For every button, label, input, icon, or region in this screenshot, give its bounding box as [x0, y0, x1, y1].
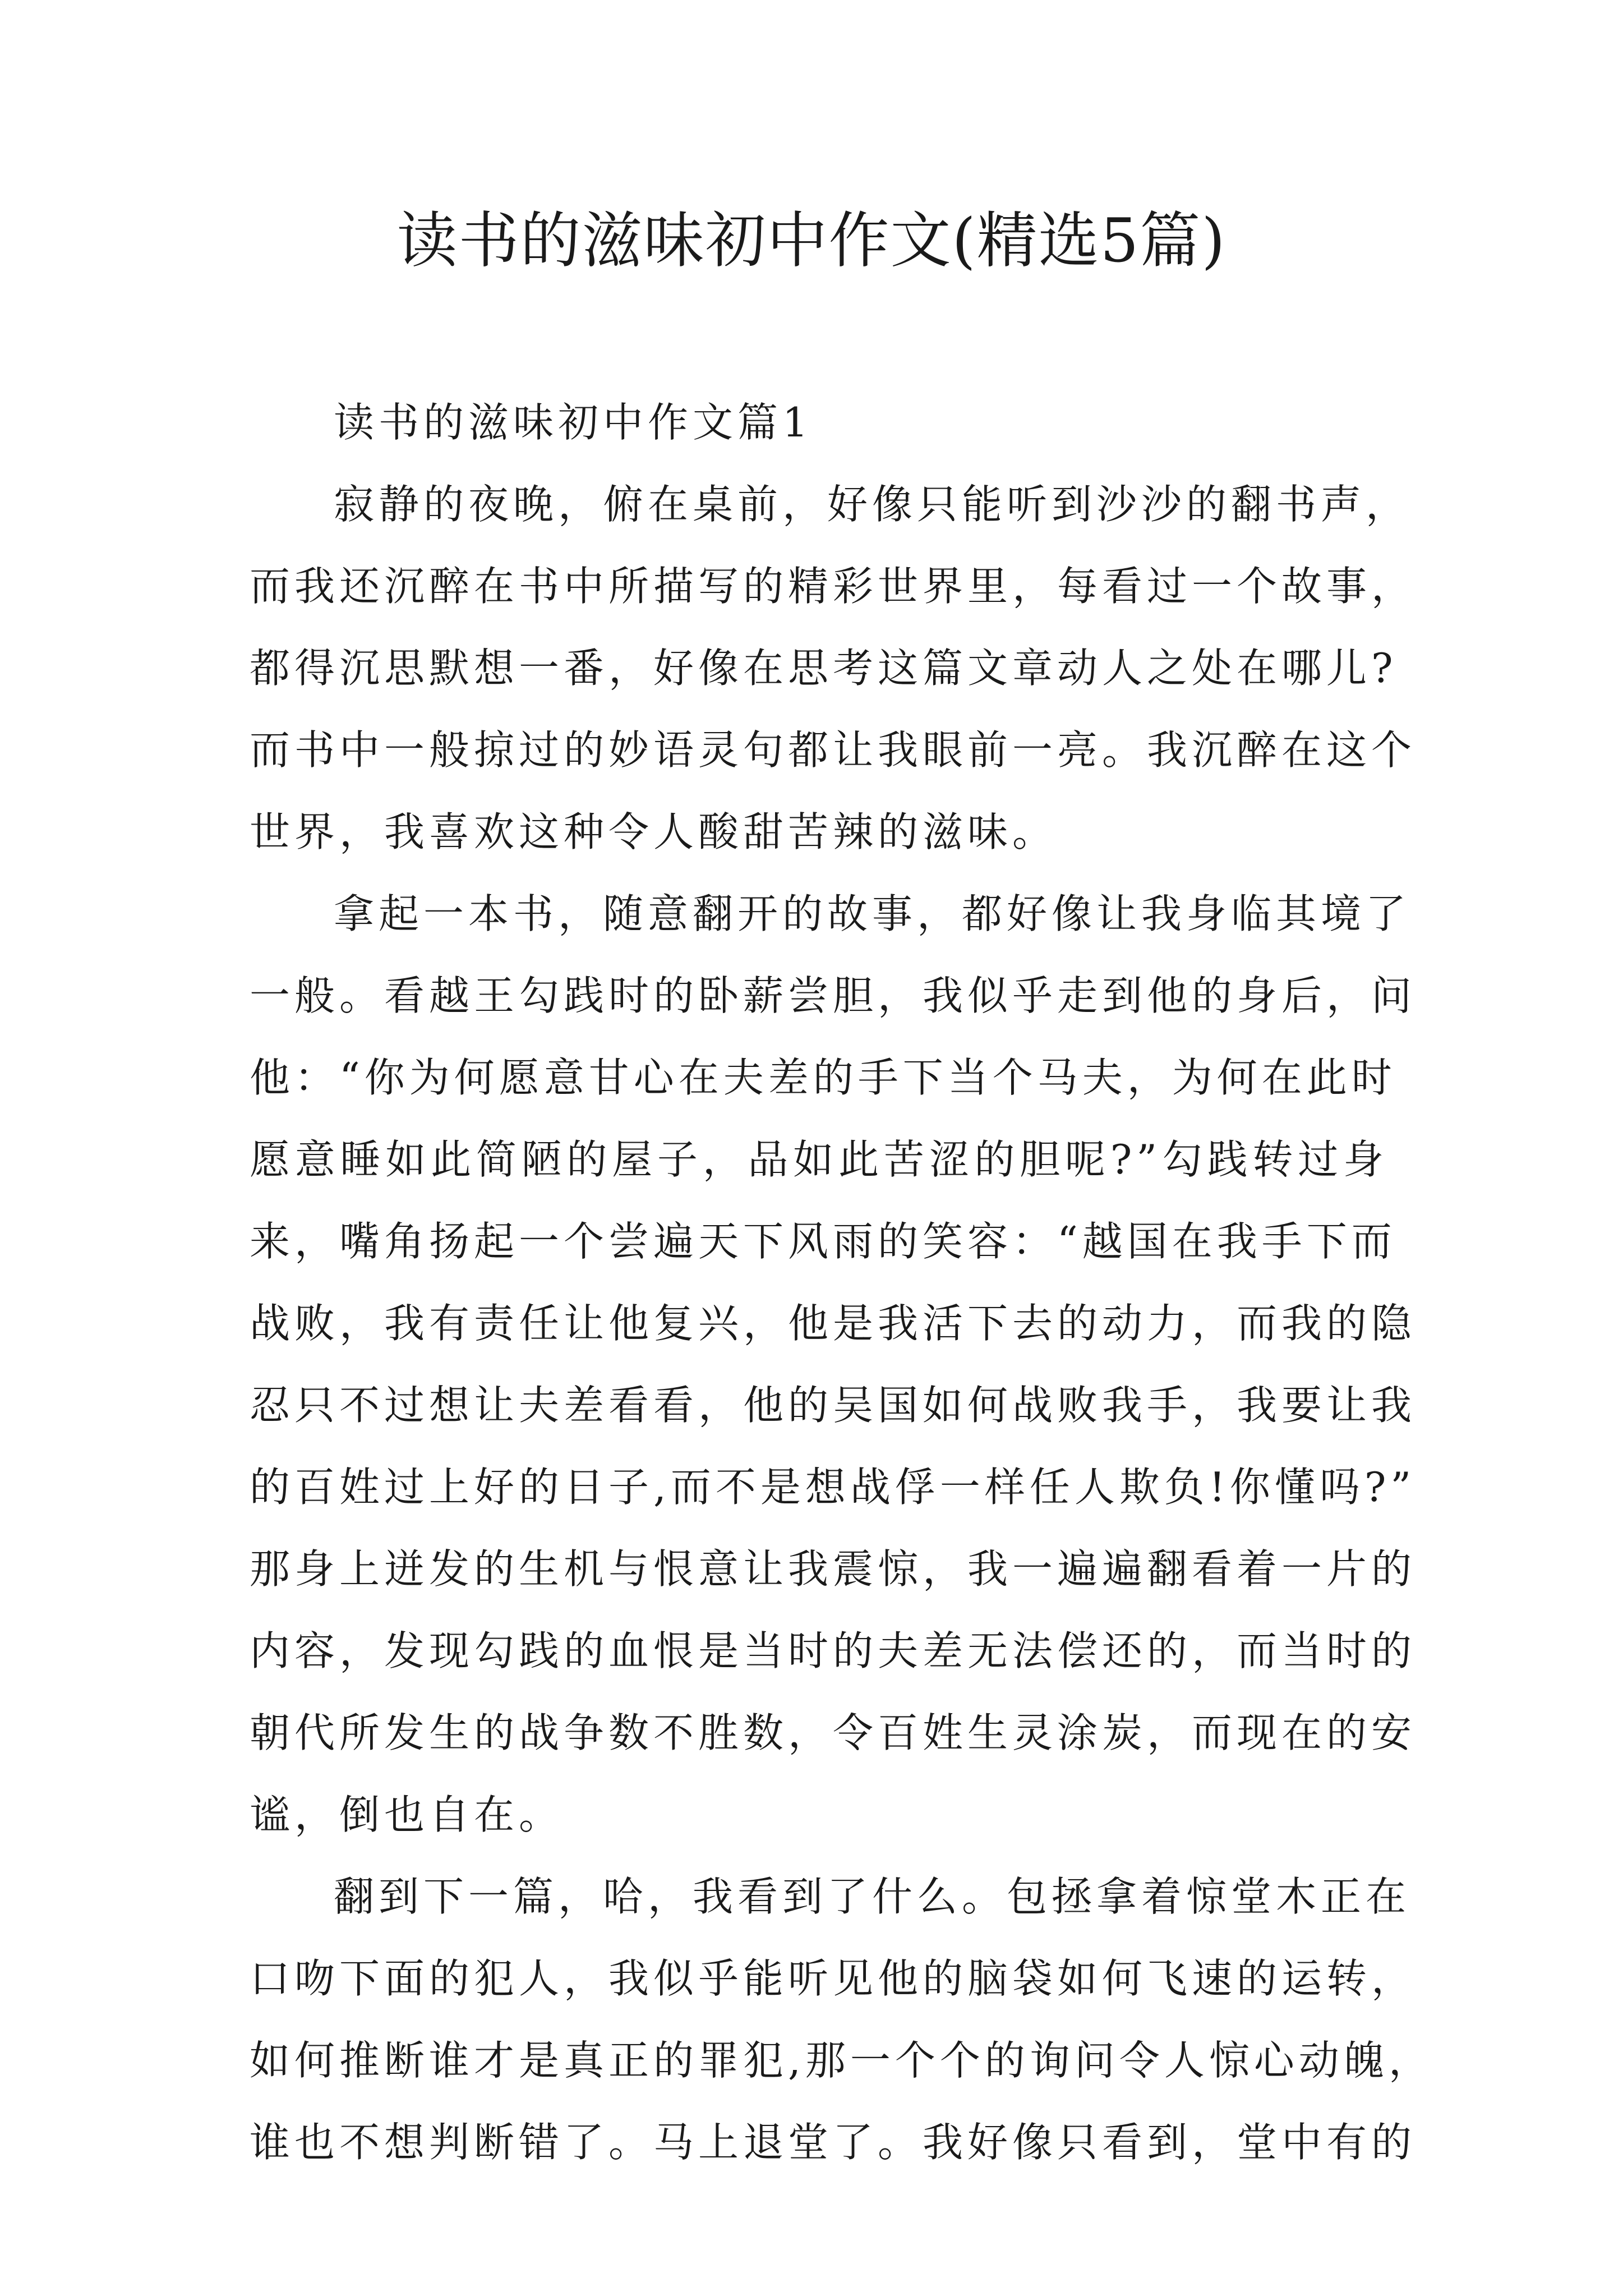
paragraph-line: 他：“你为何愿意甘心在夫差的手下当个马夫，为何在此时 — [250, 1054, 1396, 1101]
paragraph-line: 而书中一般掠过的妙语灵句都让我眼前一亮。我沉醉在这个 — [250, 726, 1417, 774]
paragraph-line: 愿意睡如此简陋的屋子，品如此苦涩的胆呢?”勾践转过身 — [250, 1136, 1388, 1183]
document-title: 读书的滋味初中作文(精选5篇) — [396, 206, 1227, 276]
paragraph-line: 一般。看越王勾践时的卧薪尝胆，我似乎走到他的身后，问 — [250, 972, 1417, 1019]
paragraph-line: 而我还沉醉在书中所描写的精彩世界里，每看过一个故事， — [250, 563, 1417, 610]
paragraph-line: 都得沉思默想一番，好像在思考这篇文章动人之处在哪儿? — [250, 645, 1398, 692]
paragraph-line: 寂静的夜晚，俯在桌前，好像只能听到沙沙的翻书声， — [334, 481, 1411, 528]
paragraph-line: 谁也不想判断错了。马上退堂了。我好像只看到，堂中有的 — [250, 2119, 1417, 2166]
paragraph-line: 如何推断谁才是真正的罪犯,那一个个的询问令人惊心动魄， — [250, 2037, 1433, 2084]
paragraph-line: 来，嘴角扬起一个尝遍天下风雨的笑容：“越国在我手下而 — [250, 1218, 1396, 1265]
paragraph-line: 翻到下一篇，哈，我看到了什么。包拯拿着惊堂木正在 — [334, 1873, 1411, 1920]
paragraph-line: 拿起一本书，随意翻开的故事，都好像让我身临其境了 — [334, 890, 1411, 937]
paragraph-line: 口吻下面的犯人，我似乎能听见他的脑袋如何飞速的运转， — [250, 1955, 1417, 2002]
paragraph-line: 谧，倒也自在。 — [250, 1791, 564, 1838]
document-body — [250, 381, 1433, 2183]
paragraph-line: 的百姓过上好的日子,而不是想战俘一样任人欺负!你懂吗?” — [250, 1464, 1416, 1511]
paragraph-line: 朝代所发生的战争数不胜数，令百姓生灵涂炭，而现在的安 — [250, 1709, 1417, 1756]
paragraph-line: 内容，发现勾践的血恨是当时的夫差无法偿还的，而当时的 — [250, 1627, 1417, 1674]
section-heading: 读书的滋味初中作文篇1 — [334, 399, 813, 446]
paragraph-line: 忍只不过想让夫差看看，他的吴国如何战败我手，我要让我 — [250, 1382, 1417, 1429]
paragraph-line: 战败，我有责任让他复兴，他是我活下去的动力，而我的隐 — [250, 1300, 1417, 1347]
paragraph-line: 那身上迸发的生机与恨意让我震惊，我一遍遍翻看着一片的 — [250, 1545, 1417, 1593]
paragraph-line: 世界，我喜欢这种令人酸甜苦辣的滋味。 — [250, 808, 1058, 855]
